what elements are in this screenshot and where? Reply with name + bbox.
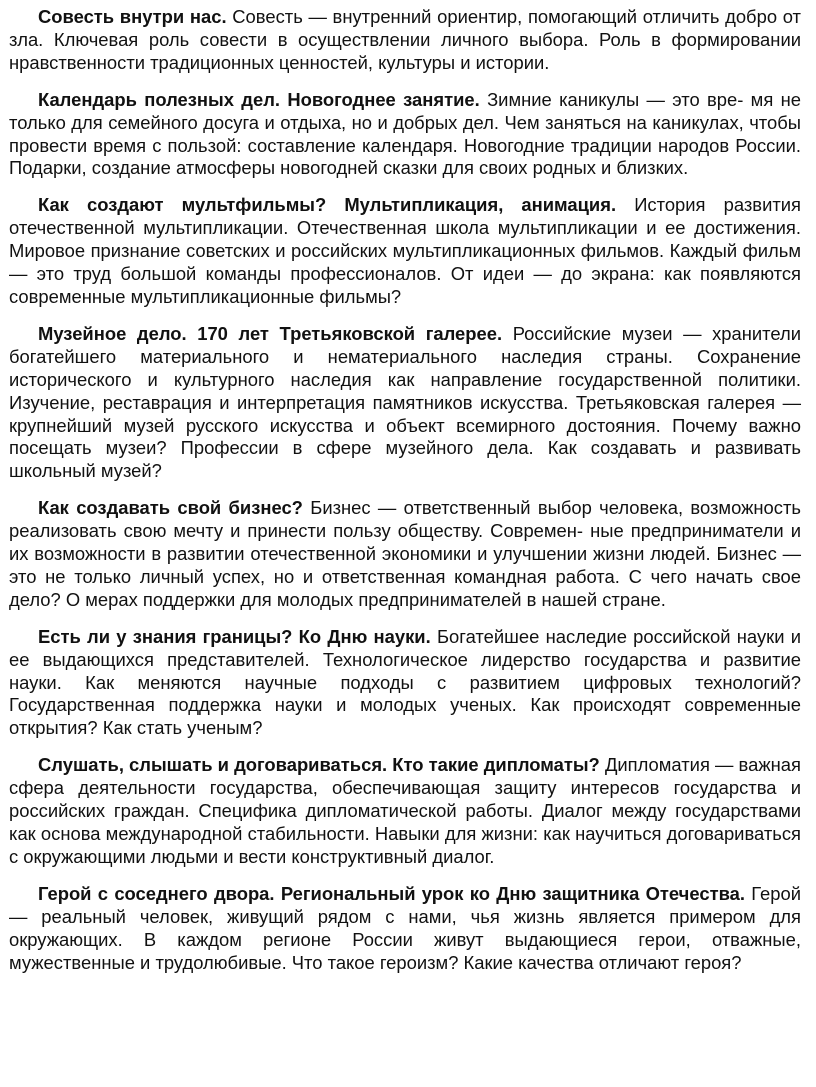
section-body: Дипломатия — важная сфера деятельности государства, обеспечивающая защиту интересов государства и российских граждан. Специфика дипломатической работы. Диалог между государствами как основа международной стабильности. Навыки для жизни: как научиться договариваться с окружающими людьми и вести конструктивный диалог. xyxy=(9,754,801,867)
section-heading: Календарь полезных дел. Новогоднее занятие. xyxy=(38,88,480,110)
section-body: Бизнес — ответственный выбор человека, возможность реализовать свою мечту и принести пользу обществу. Современ- ные предприниматели и их возможности в развитии отечественной экономики и улучшении жизни людей. Бизнес — это не только личный успех, но и ответственная командная работа. С чего начать свое дело? О мерах поддержки для молодых предпринимателей в нашей стране. xyxy=(9,497,801,610)
section-good-deeds-calendar xyxy=(9,89,801,181)
section-heading: Совесть внутри нас. xyxy=(38,6,227,27)
document-page xyxy=(9,6,801,974)
section-body: Совесть — внутренний ориентир, помогающий отличить добро от зла. Ключевая роль совести в осуществлении личного выбора. Роль в формировании нравственности традиционных ценностей, культуры и истории. xyxy=(9,6,801,73)
section-body: Российские музеи — хранители богатейшего материального и нематериального наследия страны. Сохранение исторического и культурного наследия как направление государственной политики. Изучение, реставрация и интерпретация памятников искусства. Третьяковская галерея — крупнейший музей русского искусства и объект всемирного достояния. Почему важно посещать музеи? Профессии в сфере музейного дела. Как создавать и развивать школьный музей? xyxy=(9,322,801,482)
section-body: Зимние каникулы — это вре- мя не только для семейного досуга и отдыха, но и добрых дел. Чем заняться на каникулах, чтобы провести время с пользой: составление календаря. Новогодние традиции народов России. Подарки, создание атмосферы новогодней сказки для своих родных и близких. xyxy=(9,88,801,179)
section-heading: Музейное дело. 170 лет Третьяковской галерее. xyxy=(38,322,503,344)
section-conscience xyxy=(9,6,801,75)
section-business xyxy=(9,497,801,612)
section-heading: Как создают мультфильмы? Мультипликация, анимация. xyxy=(38,194,617,216)
section-heading: Есть ли у знания границы? Ко Дню науки. xyxy=(38,625,431,647)
section-science xyxy=(9,626,801,741)
section-body: Богатейшее наследие российской науки и ее выдающихся представителей. Технологическое лидерство государства и развитие науки. Как меняются научные подходы с развитием цифровых технологий? Государственная поддержка науки и молодых ученых. Как происходят современные открытия? Как стать ученым? xyxy=(9,625,801,739)
section-museum xyxy=(9,323,801,483)
section-diplomats xyxy=(9,754,801,869)
section-heading: Слушать, слышать и договариваться. Кто такие дипломаты? xyxy=(38,754,600,776)
section-animation xyxy=(9,194,801,309)
section-hero xyxy=(9,883,801,975)
section-heading: Герой с соседнего двора. Региональный урок ко Дню защитника Отечества. xyxy=(38,882,745,904)
section-heading: Как создавать свой бизнес? xyxy=(38,497,303,519)
section-body: Герой — реальный человек, живущий рядом с нами, чья жизнь является примером для окружающих. В каждом регионе России живут выдающиеся герои, отважные, мужественные и трудолюбивые. Что такое героизм? Какие качества отличают героя? xyxy=(9,882,801,973)
section-body: История развития отечественной мультипликации. Отечественная школа мультипликации и ее достижения. Мировое признание советских и российских мультипликационных фильмов. Каждый фильм — это труд большой команды профессионалов. От идеи — до экрана: как появляются современные мультипликационные фильмы? xyxy=(9,194,801,307)
